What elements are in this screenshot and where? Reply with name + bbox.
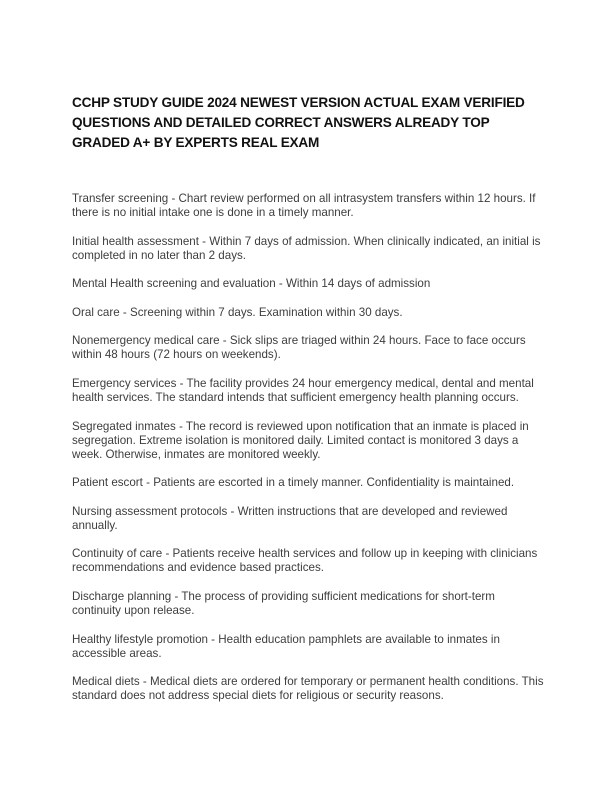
- entry-list: [72, 192, 547, 718]
- entry-nursing-assessment-protocols: Nursing assessment protocols - Written instructions that are developed and reviewed annually.: [72, 504, 508, 532]
- entry-transfer-screening: Transfer screening - Chart review performed on all intrasystem transfers within 12 hours. If there is no initial intake one is done in a timely manner.: [72, 192, 536, 219]
- entry-mental-health-screening: Mental Health screening and evaluation - Within 14 days of admission: [72, 277, 431, 291]
- entry-initial-health-assessment: Initial health assessment - Within 7 days of admission. When clinically indicated, an initial is completed in no later than 2 days.: [72, 234, 541, 262]
- entry-oral-care: Oral care - Screening within 7 days. Examination within 30 days.: [72, 305, 403, 319]
- entry-healthy-lifestyle-promotion: Healthy lifestyle promotion - Health education pamphlets are available to inmates in accessible areas.: [72, 632, 500, 660]
- entry-medical-diets: Medical diets - Medical diets are ordered for temporary or permanent health conditions. This standard does not address special diets for religious or security reasons.: [72, 675, 544, 703]
- entry-discharge-planning: Discharge planning - The process of providing sufficient medications for short-term continuity upon release.: [72, 589, 495, 617]
- entry-segregated-inmates: Segregated inmates - The record is reviewed upon notification that an inmate is placed in segregation. Extreme isolation is monitored daily. Limited contact is monitored 3 days a week. Otherwise, inmates are monitored weekly.: [72, 419, 529, 461]
- entry-emergency-services: Emergency services - The facility provides 24 hour emergency medical, dental and mental health services. The standard intends that sufficient emergency health planning occurs.: [72, 376, 534, 404]
- entry-nonemergency-medical-care: Nonemergency medical care - Sick slips are triaged within 24 hours. Face to face occurs within 48 hours (72 hours on weekends).: [72, 334, 526, 362]
- entry-continuity-of-care: Continuity of care - Patients receive health services and follow up in keeping with clinicians recommendations and evidence based practices.: [72, 547, 538, 575]
- document-title: CCHP STUDY GUIDE 2024 NEWEST VERSION ACTUAL EXAM VERIFIED QUESTIONS AND DETAILED CORRECT ANSWERS ALREADY TOP GRADED A+ BY EXPERTS REAL EXAM: [72, 95, 525, 150]
- entry-patient-escort: Patient escort - Patients are escorted in a timely manner. Confidentiality is maintained.: [72, 476, 515, 490]
